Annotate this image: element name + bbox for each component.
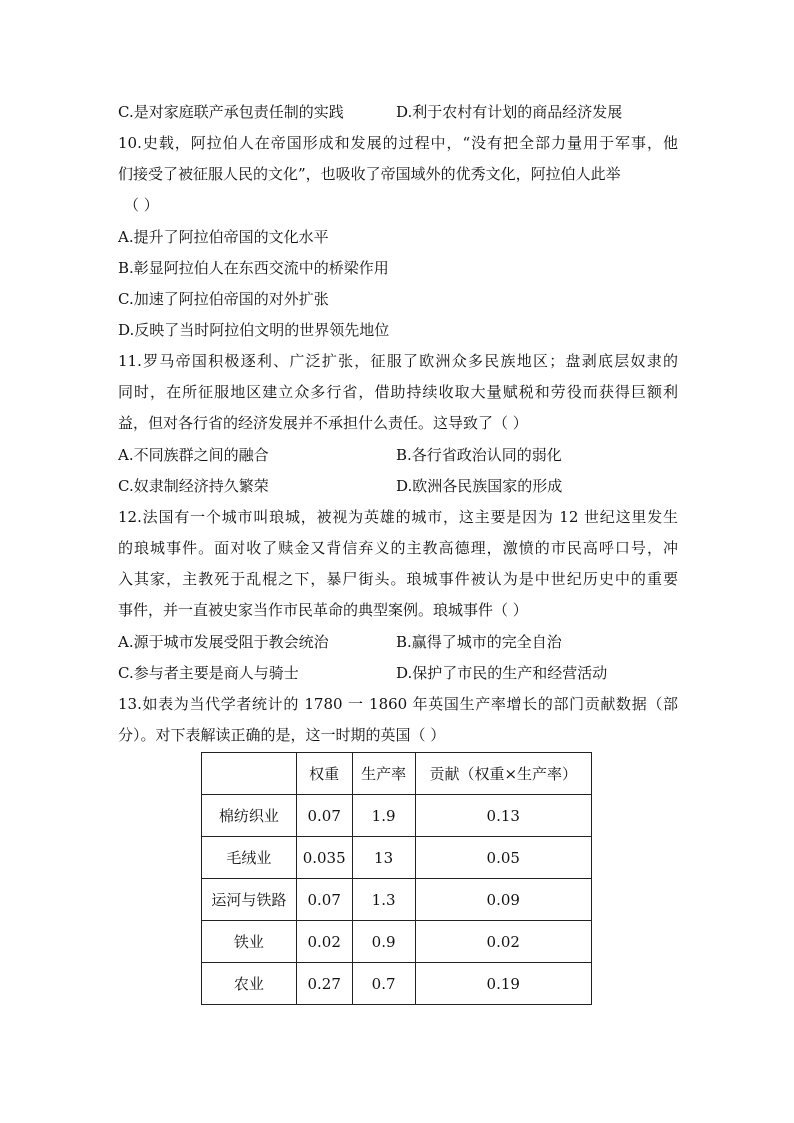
table-header-cell: 贡献（权重×生产率） — [415, 753, 591, 795]
q11-option-c: C.奴隶制经济持久繁荣 — [118, 477, 269, 495]
q9-option-c: C.是对家庭联产承包责任制的实践 — [118, 103, 344, 121]
q10-option-b: B.彰显阿拉伯人在东西交流中的桥梁作用 — [118, 259, 389, 277]
q12-stem-line2: 的琅城事件。面对收了赎金又背信弃义的主教高德理，激愤的市民高呼口号，冲 — [118, 539, 678, 557]
q11-stem-line2: 同时，在所征服地区建立众多行省，借助持续收取大量赋税和劳役而获得巨额利 — [118, 383, 678, 401]
q12-option-b: B.赢得了城市的完全自治 — [396, 633, 562, 651]
productivity-table — [201, 752, 592, 1005]
table-row — [202, 837, 592, 879]
table-cell: 0.19 — [415, 963, 591, 1005]
table-row — [202, 795, 592, 837]
q13-stem-line1: 13.如表为当代学者统计的 1780 一 1860 年英国生产率增长的部门贡献数据（部 — [118, 695, 678, 713]
q12-stem-line4: 事件，并一直被史家当作市民革命的典型案例。琅城事件（ ） — [118, 601, 528, 619]
table-row — [202, 963, 592, 1005]
table-cell: 0.035 — [296, 837, 352, 879]
table-cell: 0.02 — [415, 921, 591, 963]
table-cell: 棉纺织业 — [202, 795, 297, 837]
q11-stem-line1: 11.罗马帝国积极逐利、广泛扩张，征服了欧洲众多民族地区；盘剥底层奴隶的 — [118, 352, 678, 370]
table-header-cell — [202, 753, 297, 795]
table-header-cell: 生产率 — [352, 753, 415, 795]
q11-option-a: A.不同族群之间的融合 — [118, 446, 269, 464]
table-cell: 0.13 — [415, 795, 591, 837]
table-cell: 0.05 — [415, 837, 591, 879]
table-row — [202, 921, 592, 963]
table-cell: 运河与铁路 — [202, 879, 297, 921]
table-cell: 铁业 — [202, 921, 297, 963]
table-cell: 0.27 — [296, 963, 352, 1005]
q12-option-c: C.参与者主要是商人与骑士 — [118, 664, 299, 682]
table-cell: 0.09 — [415, 879, 591, 921]
q12-stem-line3: 入其家，主教死于乱棍之下，暴尸街头。琅城事件被认为是中世纪历史中的重要 — [118, 570, 678, 588]
q12-option-d: D.保护了市民的生产和经营活动 — [396, 664, 608, 682]
q10-option-a: A.提升了阿拉伯帝国的文化水平 — [118, 228, 329, 246]
q9-option-d: D.利于农村有计划的商品经济发展 — [396, 103, 623, 121]
table-cell: 1.9 — [352, 795, 415, 837]
q11-option-b: B.各行省政治认同的弱化 — [396, 446, 562, 464]
q10-stem-line2: 们接受了被征服人民的文化”，也吸收了帝国域外的优秀文化，阿拉伯人此举 — [118, 165, 621, 183]
table-row — [202, 879, 592, 921]
table-cell: 1.3 — [352, 879, 415, 921]
q12-stem-line1: 12.法国有一个城市叫琅城，被视为英雄的城市，这主要是因为 12 世纪这里发生 — [118, 508, 678, 526]
table-cell: 毛绒业 — [202, 837, 297, 879]
q11-option-d: D.欧洲各民族国家的形成 — [396, 477, 563, 495]
q10-answer-blank: （ ） — [124, 196, 159, 214]
q10-option-d: D.反映了当时阿拉伯文明的世界领先地位 — [118, 321, 390, 339]
table-cell: 0.7 — [352, 963, 415, 1005]
table-cell: 0.02 — [296, 921, 352, 963]
table-header-row — [202, 753, 592, 795]
q12-option-a: A.源于城市发展受阻于教会统治 — [118, 633, 329, 651]
q10-stem-line1: 10.史载，阿拉伯人在帝国形成和发展的过程中，“没有把全部力量用于军事，他 — [118, 134, 678, 152]
table-cell: 农业 — [202, 963, 297, 1005]
q11-stem-line3: 益，但对各行省的经济发展并不承担什么责任。这导致了（ ） — [118, 414, 528, 432]
q13-stem-line2: 分）。对下表解读正确的是，这一时期的英国（ ） — [118, 726, 446, 744]
table-cell: 0.07 — [296, 795, 352, 837]
table-cell: 0.9 — [352, 921, 415, 963]
table-header-cell: 权重 — [296, 753, 352, 795]
q10-option-c: C.加速了阿拉伯帝国的对外扩张 — [118, 290, 329, 308]
table-cell: 13 — [352, 837, 415, 879]
table-cell: 0.07 — [296, 879, 352, 921]
